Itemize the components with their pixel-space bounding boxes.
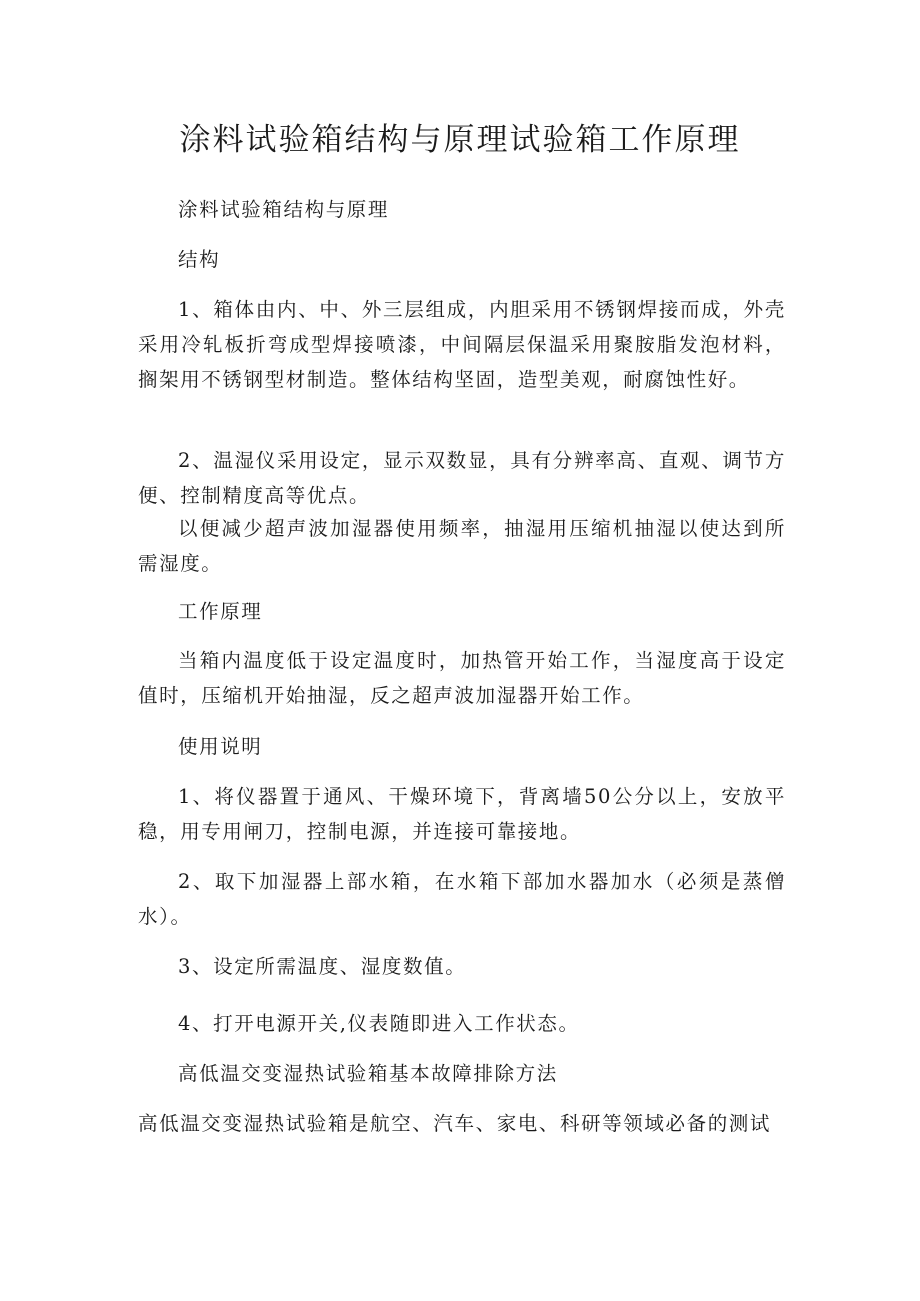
paragraph-instruction-1: 1、将仪器置于通风、干燥环境下，背离墙50公分以上，安放平稳，用专用闸刀，控制电源，并连接可靠接地。 xyxy=(138,785,786,843)
paragraph-structure-2: 2、温湿仪采用设定，显示双数显，具有分辨率高、直观、调节方便、控制精度高等优点。 xyxy=(138,449,786,507)
paragraph-troubleshooting-intro: 高低温交变湿热试验箱是航空、汽车、家电、科研等领域必备的测试 xyxy=(138,1112,772,1135)
heading-instructions: 使用说明 xyxy=(178,735,263,758)
paragraph-instruction-2: 2、取下加湿器上部水箱，在水箱下部加水器加水（必须是蒸僧水）。 xyxy=(138,870,786,928)
heading-troubleshooting: 高低温交变湿热试验箱基本故障排除方法 xyxy=(178,1062,558,1085)
paragraph-structure-1: 1、箱体由内、中、外三层组成，内胆采用不锈钢焊接而成，外壳采用冷轧板折弯成型焊接喷漆，中间隔层保温采用聚胺脂发泡材料，搁架用不锈钢型材制造。整体结构坚固，造型美观，耐腐蚀性好。 xyxy=(138,298,786,391)
paragraph-instruction-3: 3、设定所需温度、湿度数值。 xyxy=(178,955,467,978)
paragraph-humidifier: 以便减少超声波加湿器使用频率，抽湿用压缩机抽湿以使达到所需湿度。 xyxy=(138,517,786,575)
heading-working-principle: 工作原理 xyxy=(178,600,263,623)
paragraph-instruction-4: 4、打开电源开关,仪表随即进入工作状态。 xyxy=(178,1012,580,1035)
paragraph-subtitle: 涂料试验箱结构与原理 xyxy=(178,198,390,221)
document-title: 涂料试验箱结构与原理试验箱工作原理 xyxy=(179,122,741,158)
paragraph-working-principle: 当箱内温度低于设定温度时，加热管开始工作，当湿度高于设定值时，压缩机开始抽湿，反之超声波加湿器开始工作。 xyxy=(138,649,786,707)
heading-structure: 结构 xyxy=(178,248,221,271)
